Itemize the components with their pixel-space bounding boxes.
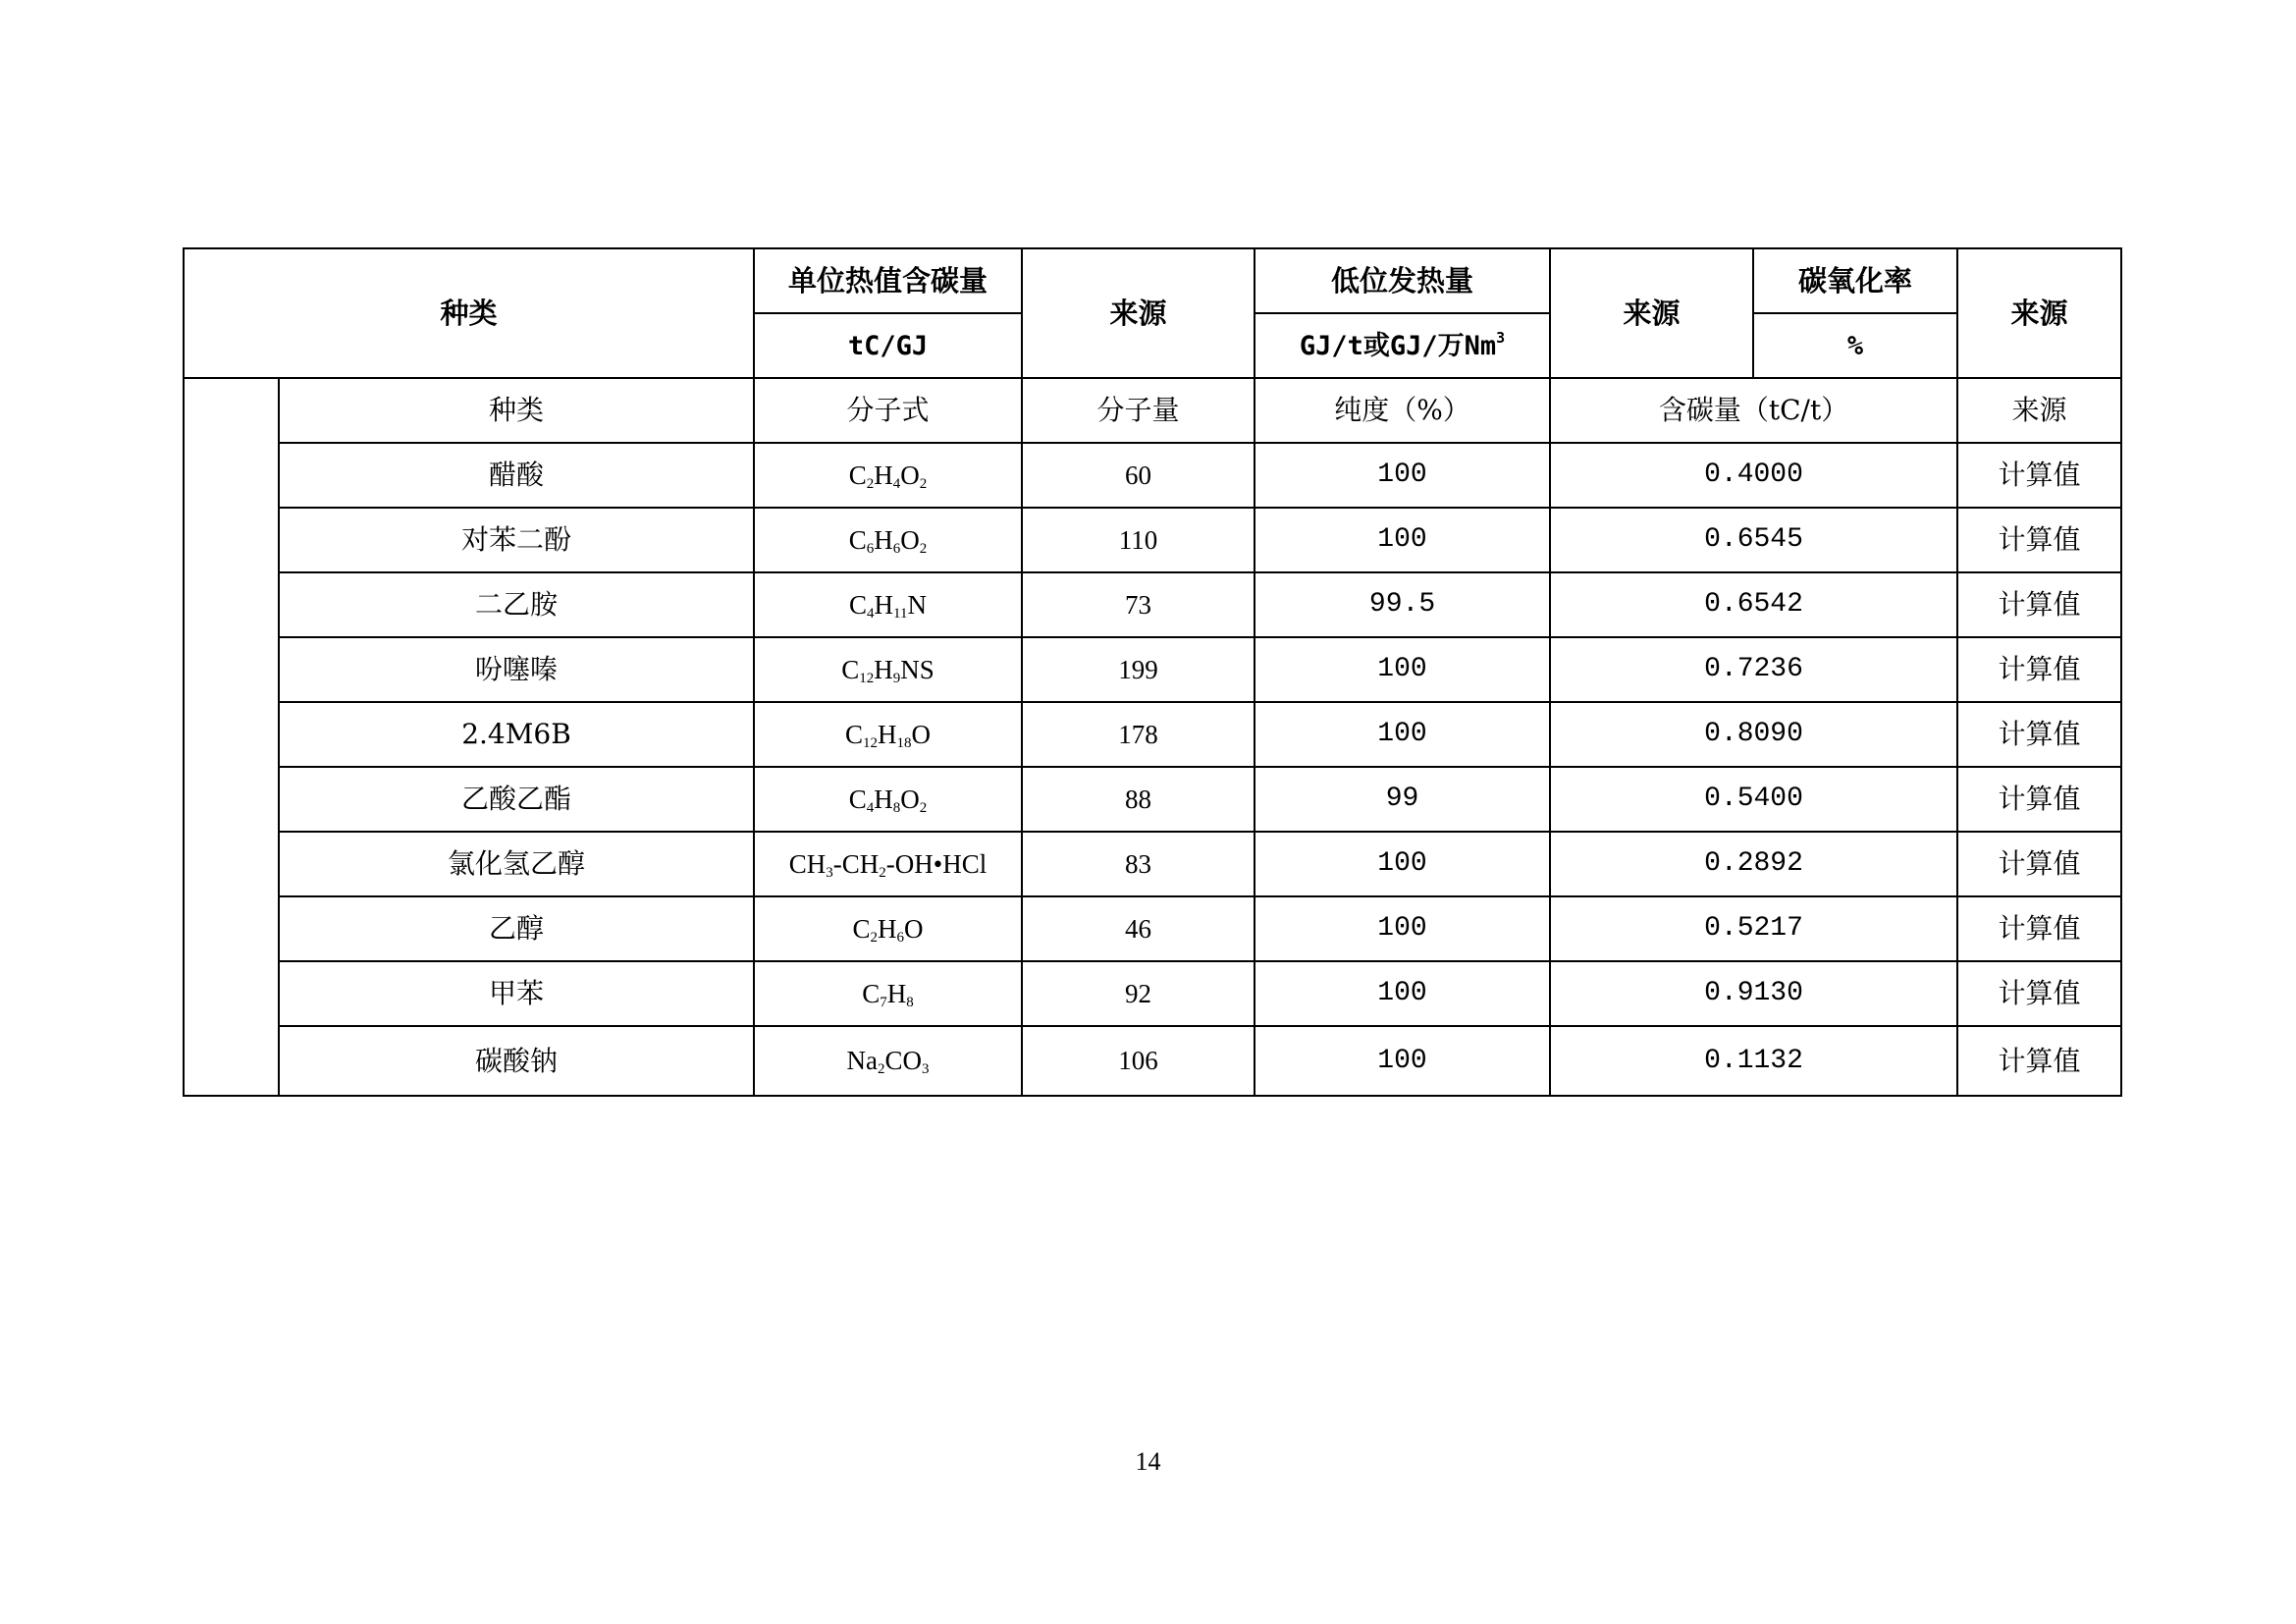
formula-subscript: 2 bbox=[866, 475, 875, 492]
purity: 100 bbox=[1255, 961, 1550, 1026]
carbon-content: 0.5400 bbox=[1550, 767, 1957, 832]
molecular-formula bbox=[754, 1026, 1022, 1096]
purity: 100 bbox=[1255, 896, 1550, 961]
header-carbon-content: 单位热值含碳量 bbox=[754, 248, 1022, 313]
header-oxidation-rate-unit: % bbox=[1753, 313, 1957, 378]
source: 计算值 bbox=[1957, 443, 2121, 508]
molecular-weight: 88 bbox=[1022, 767, 1255, 832]
formula-text: O bbox=[911, 719, 932, 749]
sub-header-row bbox=[184, 378, 2121, 443]
carbon-content-table bbox=[183, 247, 2122, 1097]
table-row bbox=[184, 767, 2121, 832]
formula-subscript: 2 bbox=[919, 799, 928, 816]
molecular-weight: 178 bbox=[1022, 702, 1255, 767]
formula-text: H bbox=[874, 460, 893, 490]
source: 计算值 bbox=[1957, 702, 2121, 767]
formula-subscript: 8 bbox=[906, 994, 914, 1010]
molecular-weight: 60 bbox=[1022, 443, 1255, 508]
formula-text: O bbox=[900, 524, 920, 555]
formula-subscript: 9 bbox=[892, 670, 901, 686]
carbon-content: 0.7236 bbox=[1550, 637, 1957, 702]
carbon-content: 0.8090 bbox=[1550, 702, 1957, 767]
formula-text: H bbox=[874, 524, 893, 555]
molecular-weight: 92 bbox=[1022, 961, 1255, 1026]
formula-text: -CH bbox=[832, 848, 880, 879]
formula-subscript: 3 bbox=[826, 864, 833, 881]
carbon-content: 0.1132 bbox=[1550, 1026, 1957, 1096]
formula-subscript: 6 bbox=[866, 540, 875, 557]
substance-name: 二乙胺 bbox=[279, 572, 754, 637]
substance-name: 吩噻嗪 bbox=[279, 637, 754, 702]
substance-name: 甲苯 bbox=[279, 961, 754, 1026]
source: 计算值 bbox=[1957, 896, 2121, 961]
molecular-weight: 83 bbox=[1022, 832, 1255, 896]
sub-header-carbon-content: 含碳量（tC/t） bbox=[1550, 378, 1957, 443]
substance-name: 氯化氢乙醇 bbox=[279, 832, 754, 896]
formula-subscript: 2 bbox=[919, 475, 928, 492]
formula-text: C bbox=[841, 654, 860, 684]
formula-text: H bbox=[874, 784, 893, 814]
formula-text: Na bbox=[846, 1046, 878, 1075]
table-row bbox=[184, 896, 2121, 961]
formula-text: O bbox=[904, 913, 924, 944]
source: 计算值 bbox=[1957, 1026, 2121, 1096]
molecular-formula bbox=[754, 896, 1022, 961]
molecular-weight: 106 bbox=[1022, 1026, 1255, 1096]
formula-subscript: 2 bbox=[919, 540, 928, 557]
molecular-weight: 199 bbox=[1022, 637, 1255, 702]
source: 计算值 bbox=[1957, 637, 2121, 702]
formula-text: C bbox=[848, 784, 867, 814]
molecular-weight: 46 bbox=[1022, 896, 1255, 961]
formula-text: NS bbox=[900, 654, 934, 684]
carbon-content: 0.9130 bbox=[1550, 961, 1957, 1026]
molecular-formula bbox=[754, 832, 1022, 896]
formula-text: H bbox=[886, 978, 907, 1008]
formula-subscript: 6 bbox=[896, 929, 905, 946]
formula-text: C bbox=[862, 978, 881, 1008]
purity: 100 bbox=[1255, 702, 1550, 767]
table-row bbox=[184, 508, 2121, 572]
carbon-content: 0.5217 bbox=[1550, 896, 1957, 961]
molecular-formula bbox=[754, 443, 1022, 508]
formula-text: C bbox=[848, 460, 867, 490]
header-source-2: 来源 bbox=[1550, 248, 1753, 378]
sub-header-formula: 分子式 bbox=[754, 378, 1022, 443]
purity: 100 bbox=[1255, 508, 1550, 572]
table-row bbox=[184, 443, 2121, 508]
molecular-formula bbox=[754, 702, 1022, 767]
formula-text: H bbox=[874, 589, 894, 620]
formula-subscript: 6 bbox=[892, 540, 901, 557]
molecular-formula bbox=[754, 961, 1022, 1026]
carbon-content: 0.4000 bbox=[1550, 443, 1957, 508]
header-type: 种类 bbox=[184, 248, 754, 378]
header-carbon-content-unit: tC/GJ bbox=[754, 313, 1022, 378]
source: 计算值 bbox=[1957, 832, 2121, 896]
molecular-weight: 110 bbox=[1022, 508, 1255, 572]
molecular-formula bbox=[754, 767, 1022, 832]
table-row bbox=[184, 1026, 2121, 1096]
carbon-content: 0.6542 bbox=[1550, 572, 1957, 637]
purity: 99.5 bbox=[1255, 572, 1550, 637]
sub-header-molecular-weight: 分子量 bbox=[1022, 378, 1255, 443]
table-row bbox=[184, 961, 2121, 1026]
formula-subscript: 18 bbox=[896, 734, 912, 751]
formula-text: H bbox=[878, 913, 897, 944]
formula-text: CH bbox=[788, 848, 827, 879]
formula-subscript: 4 bbox=[867, 605, 875, 622]
molecular-weight: 73 bbox=[1022, 572, 1255, 637]
header-oxidation-rate: 碳氧化率 bbox=[1753, 248, 1957, 313]
formula-subscript: 2 bbox=[878, 1061, 885, 1077]
purity: 100 bbox=[1255, 443, 1550, 508]
formula-subscript: 8 bbox=[892, 799, 901, 816]
group-cell bbox=[184, 378, 279, 1096]
formula-text: C bbox=[849, 589, 868, 620]
molecular-formula bbox=[754, 572, 1022, 637]
molecular-formula bbox=[754, 508, 1022, 572]
molecular-formula bbox=[754, 637, 1022, 702]
formula-text: H bbox=[874, 654, 893, 684]
source: 计算值 bbox=[1957, 572, 2121, 637]
formula-subscript: 12 bbox=[859, 670, 875, 686]
formula-subscript: 7 bbox=[880, 994, 887, 1010]
formula-subscript: 4 bbox=[866, 799, 875, 816]
formula-text: -OH•HCl bbox=[885, 848, 988, 879]
table-row bbox=[184, 637, 2121, 702]
carbon-content: 0.2892 bbox=[1550, 832, 1957, 896]
sub-header-type: 种类 bbox=[279, 378, 754, 443]
unit-superscript: 3 bbox=[1496, 328, 1506, 347]
source: 计算值 bbox=[1957, 767, 2121, 832]
table-row bbox=[184, 832, 2121, 896]
table-row bbox=[184, 572, 2121, 637]
formula-subscript: 11 bbox=[893, 605, 908, 622]
substance-name: 2.4M6B bbox=[279, 702, 754, 767]
header-row-1 bbox=[184, 248, 2121, 313]
source: 计算值 bbox=[1957, 961, 2121, 1026]
header-source-1: 来源 bbox=[1022, 248, 1255, 378]
substance-name: 对苯二酚 bbox=[279, 508, 754, 572]
formula-text: H bbox=[878, 719, 897, 749]
carbon-content: 0.6545 bbox=[1550, 508, 1957, 572]
formula-text: C bbox=[848, 524, 867, 555]
formula-text: O bbox=[900, 460, 920, 490]
source: 计算值 bbox=[1957, 508, 2121, 572]
header-low-heat-value: 低位发热量 bbox=[1255, 248, 1550, 313]
purity: 100 bbox=[1255, 637, 1550, 702]
formula-text: C bbox=[852, 913, 871, 944]
formula-subscript: 2 bbox=[870, 929, 879, 946]
purity: 99 bbox=[1255, 767, 1550, 832]
unit-base: GJ/t或GJ/万Nm bbox=[1299, 330, 1497, 361]
formula-text: CO bbox=[884, 1046, 923, 1075]
header-source-3: 来源 bbox=[1957, 248, 2121, 378]
sub-header-purity: 纯度（%） bbox=[1255, 378, 1550, 443]
substance-name: 碳酸钠 bbox=[279, 1026, 754, 1096]
substance-name: 乙酸乙酯 bbox=[279, 767, 754, 832]
purity: 100 bbox=[1255, 1026, 1550, 1096]
formula-text: C bbox=[845, 719, 864, 749]
sub-header-source: 来源 bbox=[1957, 378, 2121, 443]
table-row bbox=[184, 702, 2121, 767]
formula-subscript: 12 bbox=[863, 734, 879, 751]
formula-subscript: 3 bbox=[922, 1061, 930, 1077]
header-low-heat-value-unit bbox=[1255, 313, 1550, 378]
formula-subscript: 2 bbox=[879, 864, 886, 881]
purity: 100 bbox=[1255, 832, 1550, 896]
substance-name: 醋酸 bbox=[279, 443, 754, 508]
substance-name: 乙醇 bbox=[279, 896, 754, 961]
formula-text: N bbox=[907, 589, 927, 620]
formula-text: O bbox=[900, 784, 920, 814]
page-number: 14 bbox=[1135, 1447, 1161, 1476]
formula-subscript: 4 bbox=[892, 475, 901, 492]
